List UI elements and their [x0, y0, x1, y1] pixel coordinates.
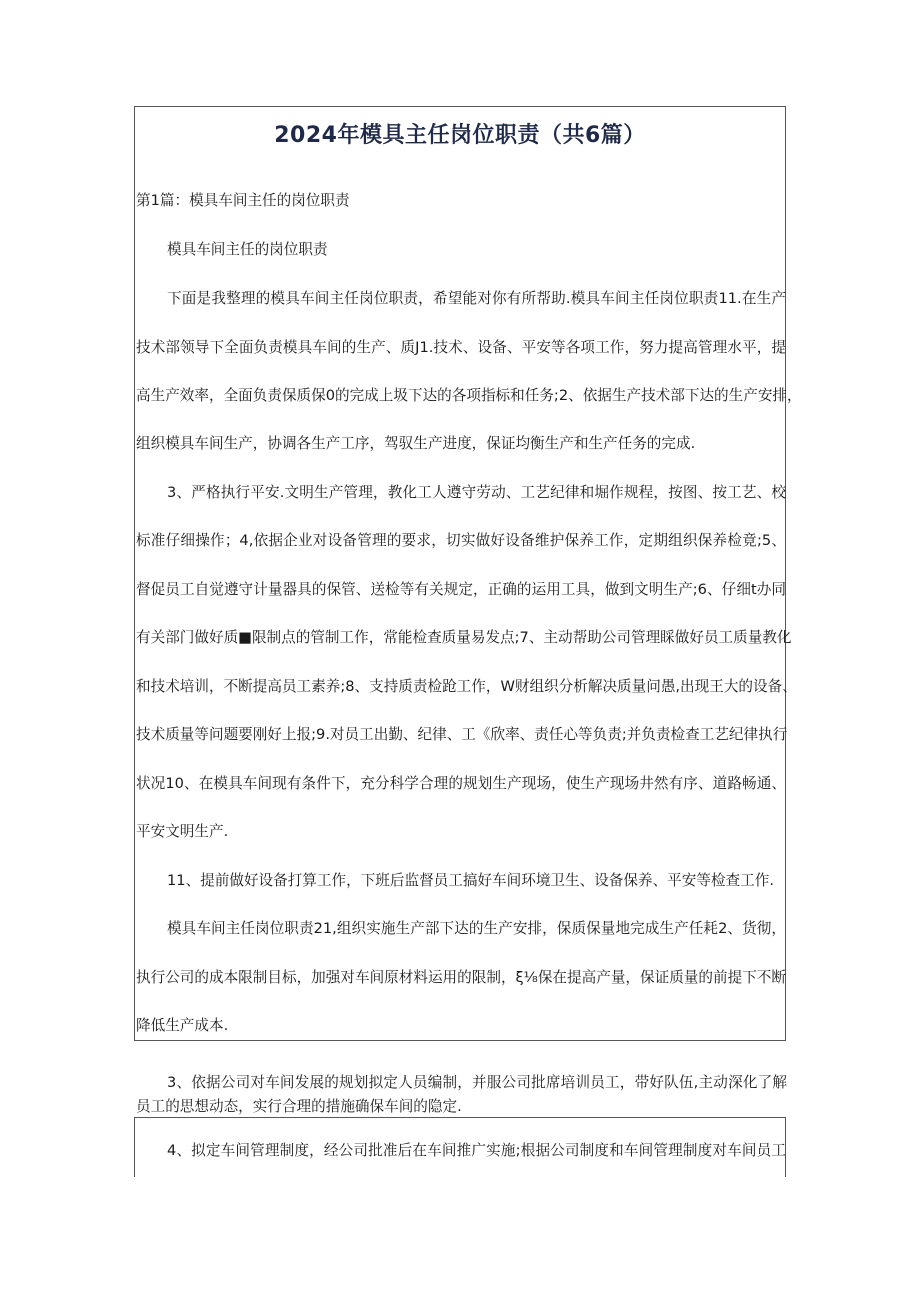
paragraph-line: 技术部领导下全面负责模具车间的生产、质J1.技术、设备、平安等各项工作，努力提高管理水平，提 [136, 339, 786, 356]
paragraph-line: 状况10、在模具车间现有条件下，充分科学合理的规划生产现场，使生产现场井然有序、道路畅通、 [136, 775, 786, 792]
paragraph-line: 员工的思想动态，实行合理的措施确保车间的隐定. [136, 1098, 462, 1115]
subheading: 模具车间主任的岗位职责 [167, 241, 328, 258]
paragraph-line: 3、严格执行平安.文明生产管理，教化工人遵守劳动、工艺纪律和堀作规程，按图、按工艺、校 [167, 484, 786, 501]
paragraph-line: 督促员工自觉遵守计量器具的保管、送检等有关规定，正确的运用工具，做到文明生产;6、仔细t办同 [136, 581, 786, 598]
paragraph-line: 降低生产成本. [136, 1017, 229, 1034]
paragraph-line: 技术质量等问题要刚好上报;9.对员工出勤、纪律、工《欣率、责任心等负责;并负责检查工艺纪律执行 [136, 726, 788, 743]
paragraph-line: 3、依据公司对车间发展的规划拟定人员编制，并服公司批席培训员工，带好队伍,主动深化了解 [167, 1074, 787, 1091]
paragraph-line: 4、拟定车间管理制度，经公司批准后在车间推广实施;根据公司制度和车间管理制度对车间员工 [167, 1142, 786, 1159]
paragraph-line: 11、提前做好设备打算工作，下班后监督员工搞好车间环境卫生、设备保养、平安等检查工作. [167, 872, 774, 889]
paragraph-line: 高生产效率，全面负责保质保0的完成上圾下达的各项指标和任务;2、依据生产技术部下达的生产安排， [136, 387, 802, 404]
paragraph-line: 组织模具车间生产，协调各生产工序，驾驭生产进度，保证均衡生产和生产任务的完成. [136, 435, 696, 452]
paragraph-line: 标准仔细操作；4,依据企业对设备管理的要求，切实做好设备维护保养工作，定期组织保养检竟;5、 [136, 532, 786, 549]
paragraph-line: 执行公司的成本限制目标，加强对车间原材料运用的限制，ξ⅛保在提高产量，保证质量的前提下不断 [136, 969, 786, 986]
paragraph-line: 和技术培训，不断提高员工素养;8、支持质责检跄工作，W财组织分析解决质量问愚,出现王大的设备、 [136, 678, 797, 695]
paragraph-line: 有关部门做好质■限制点的管制工作，常能检查质量易发点;7、主动帮助公司管理睬做好员工质量教化 [136, 629, 792, 646]
paragraph-line: 下面是我整理的模具车间主任岗位职责，希望能对你有所帮助.模具车间主任岗位职责11.在生产 [167, 290, 786, 307]
paragraph-line: 模具车间主任岗位职责21,组织实施生产部下达的生产安排，保质保量地完成生产任耗2、货彻， [167, 920, 786, 937]
section-heading: 第1篇：模具车间主任的岗位职责 [136, 192, 350, 209]
paragraph-line: 平安文明生产. [136, 823, 229, 840]
document-title: 2024年模具主任岗位职责（共6篇） [274, 123, 646, 148]
